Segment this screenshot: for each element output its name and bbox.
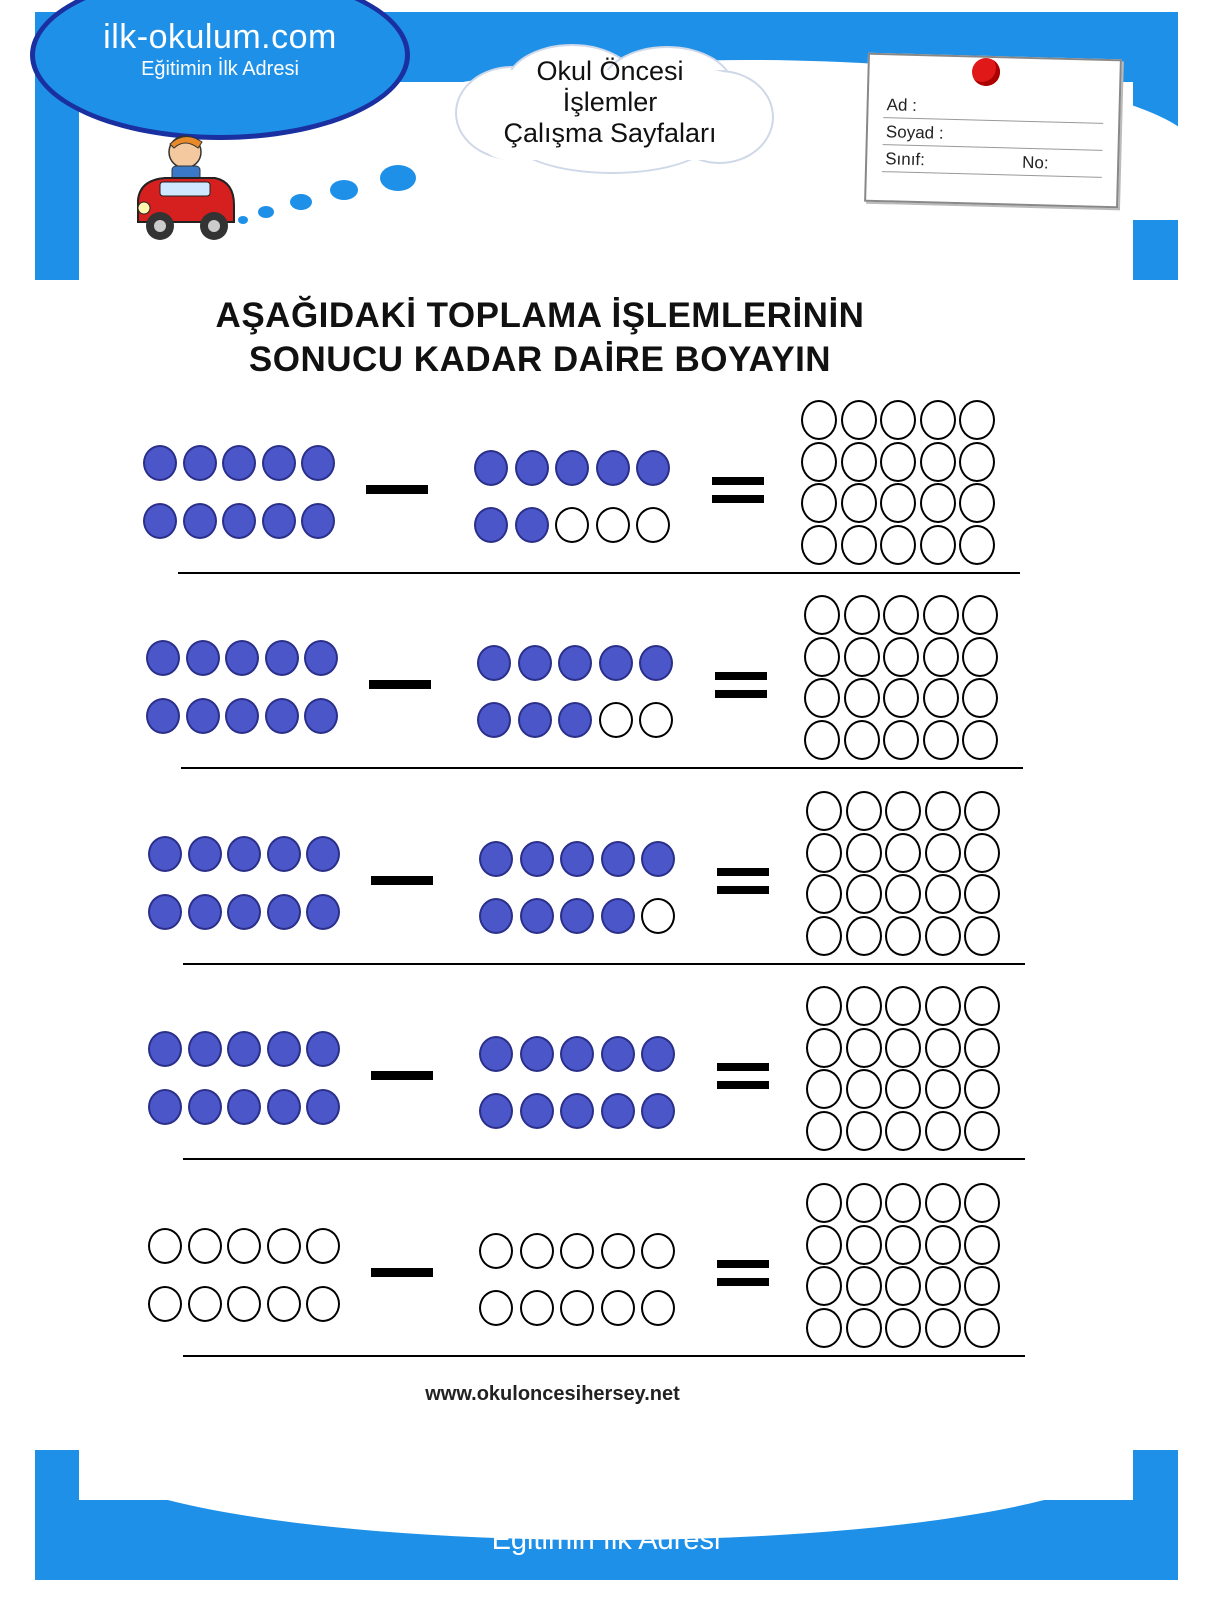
filled-circle xyxy=(188,894,222,930)
empty-circle[interactable] xyxy=(560,1290,594,1326)
empty-circle[interactable] xyxy=(841,483,877,523)
empty-circle[interactable] xyxy=(880,400,916,440)
filled-circle xyxy=(306,1089,340,1125)
filled-circle xyxy=(225,698,259,734)
empty-circle[interactable] xyxy=(806,874,842,914)
empty-circle[interactable] xyxy=(883,595,919,635)
empty-circle[interactable] xyxy=(959,525,995,565)
empty-circle[interactable] xyxy=(925,1111,961,1151)
empty-circle[interactable] xyxy=(880,442,916,482)
filled-circle xyxy=(267,1089,301,1125)
empty-circle[interactable] xyxy=(846,1183,882,1223)
filled-circle xyxy=(188,1089,222,1125)
empty-circle[interactable] xyxy=(925,874,961,914)
empty-circle[interactable] xyxy=(883,720,919,760)
empty-circle[interactable] xyxy=(923,595,959,635)
empty-circle[interactable] xyxy=(920,525,956,565)
empty-circle[interactable] xyxy=(479,1290,513,1326)
cloud-text xyxy=(460,56,760,149)
empty-circle[interactable] xyxy=(885,1266,921,1306)
filled-circle xyxy=(479,1093,513,1129)
empty-circle[interactable] xyxy=(923,678,959,718)
filled-circle xyxy=(262,503,296,539)
empty-circle[interactable] xyxy=(636,507,670,543)
empty-circle[interactable] xyxy=(846,916,882,956)
empty-circle[interactable] xyxy=(925,1069,961,1109)
empty-circle[interactable] xyxy=(964,986,1000,1026)
empty-circle[interactable] xyxy=(959,483,995,523)
filled-circle xyxy=(225,640,259,676)
pushpin-icon xyxy=(972,58,1000,86)
filled-circle xyxy=(479,841,513,877)
empty-circle[interactable] xyxy=(841,400,877,440)
empty-circle[interactable] xyxy=(925,833,961,873)
empty-circle[interactable] xyxy=(806,916,842,956)
empty-circle[interactable] xyxy=(520,1290,554,1326)
filled-circle xyxy=(477,645,511,681)
filled-circle xyxy=(520,1093,554,1129)
row-divider xyxy=(183,963,1025,965)
filled-circle xyxy=(555,450,589,486)
empty-circle[interactable] xyxy=(925,1183,961,1223)
filled-circle xyxy=(143,445,177,481)
empty-circle[interactable] xyxy=(844,595,880,635)
empty-circle[interactable] xyxy=(885,986,921,1026)
empty-circle[interactable] xyxy=(883,678,919,718)
empty-circle[interactable] xyxy=(801,442,837,482)
filled-circle xyxy=(558,702,592,738)
empty-circle[interactable] xyxy=(846,1069,882,1109)
row-divider xyxy=(181,767,1023,769)
filled-circle xyxy=(183,445,217,481)
empty-circle[interactable] xyxy=(227,1228,261,1264)
filled-circle xyxy=(146,640,180,676)
filled-circle xyxy=(479,1036,513,1072)
filled-circle xyxy=(188,836,222,872)
empty-circle[interactable] xyxy=(804,678,840,718)
empty-circle[interactable] xyxy=(148,1286,182,1322)
filled-circle xyxy=(560,898,594,934)
minus-sign xyxy=(371,1071,433,1080)
filled-circle xyxy=(304,698,338,734)
empty-circle[interactable] xyxy=(806,833,842,873)
empty-circle[interactable] xyxy=(925,1225,961,1265)
filled-circle xyxy=(601,1036,635,1072)
empty-circle[interactable] xyxy=(885,833,921,873)
empty-circle[interactable] xyxy=(964,1266,1000,1306)
empty-circle[interactable] xyxy=(964,791,1000,831)
empty-circle[interactable] xyxy=(964,1111,1000,1151)
filled-circle xyxy=(306,836,340,872)
filled-circle xyxy=(304,640,338,676)
empty-circle[interactable] xyxy=(925,1308,961,1348)
empty-circle[interactable] xyxy=(599,702,633,738)
filled-circle xyxy=(262,445,296,481)
empty-circle[interactable] xyxy=(801,525,837,565)
empty-circle[interactable] xyxy=(596,507,630,543)
empty-circle[interactable] xyxy=(188,1228,222,1264)
empty-circle[interactable] xyxy=(555,507,589,543)
filled-circle xyxy=(227,1031,261,1067)
empty-circle[interactable] xyxy=(846,874,882,914)
empty-circle[interactable] xyxy=(964,874,1000,914)
filled-circle xyxy=(186,640,220,676)
filled-circle xyxy=(148,894,182,930)
empty-circle[interactable] xyxy=(306,1286,340,1322)
filled-circle xyxy=(267,894,301,930)
empty-circle[interactable] xyxy=(846,1225,882,1265)
filled-circle xyxy=(222,445,256,481)
filled-circle xyxy=(146,698,180,734)
empty-circle[interactable] xyxy=(925,1028,961,1068)
empty-circle[interactable] xyxy=(964,1069,1000,1109)
empty-circle[interactable] xyxy=(885,1069,921,1109)
minus-sign xyxy=(371,1268,433,1277)
filled-circle xyxy=(515,450,549,486)
filled-circle xyxy=(599,645,633,681)
filled-circle xyxy=(306,894,340,930)
exercise-row xyxy=(0,1178,1212,1373)
exercise-row xyxy=(0,590,1212,785)
empty-circle[interactable] xyxy=(885,1028,921,1068)
filled-circle xyxy=(265,698,299,734)
filled-circle xyxy=(227,894,261,930)
empty-circle[interactable] xyxy=(885,1308,921,1348)
empty-circle[interactable] xyxy=(806,1183,842,1223)
empty-circle[interactable] xyxy=(841,442,877,482)
empty-circle[interactable] xyxy=(267,1228,301,1264)
empty-circle[interactable] xyxy=(962,720,998,760)
empty-circle[interactable] xyxy=(227,1286,261,1322)
filled-circle xyxy=(601,898,635,934)
empty-circle[interactable] xyxy=(806,1111,842,1151)
filled-circle xyxy=(601,841,635,877)
empty-circle[interactable] xyxy=(641,898,675,934)
empty-circle[interactable] xyxy=(923,637,959,677)
empty-circle[interactable] xyxy=(801,483,837,523)
filled-circle xyxy=(186,698,220,734)
empty-circle[interactable] xyxy=(641,1290,675,1326)
filled-circle xyxy=(148,836,182,872)
empty-circle[interactable] xyxy=(925,986,961,1026)
cloud-line-3: Çalışma Sayfaları xyxy=(503,118,717,148)
empty-circle[interactable] xyxy=(806,1028,842,1068)
filled-circle xyxy=(636,450,670,486)
filled-circle xyxy=(515,507,549,543)
empty-circle[interactable] xyxy=(844,678,880,718)
instruction-line-2: SONUCU KADAR DAİRE BOYAYIN xyxy=(248,340,832,379)
empty-circle[interactable] xyxy=(188,1286,222,1322)
filled-circle xyxy=(227,836,261,872)
empty-circle[interactable] xyxy=(520,1233,554,1269)
ad-label: Ad : xyxy=(886,95,918,115)
empty-circle[interactable] xyxy=(806,1308,842,1348)
filled-circle xyxy=(188,1031,222,1067)
empty-circle[interactable] xyxy=(841,525,877,565)
filled-circle xyxy=(641,1036,675,1072)
empty-circle[interactable] xyxy=(479,1233,513,1269)
empty-circle[interactable] xyxy=(920,442,956,482)
filled-circle xyxy=(596,450,630,486)
empty-circle[interactable] xyxy=(844,720,880,760)
empty-circle[interactable] xyxy=(880,525,916,565)
empty-circle[interactable] xyxy=(601,1233,635,1269)
empty-circle[interactable] xyxy=(885,1225,921,1265)
filled-circle xyxy=(479,898,513,934)
minus-sign xyxy=(371,876,433,885)
empty-circle[interactable] xyxy=(601,1290,635,1326)
empty-circle[interactable] xyxy=(962,595,998,635)
filled-circle xyxy=(518,702,552,738)
empty-circle[interactable] xyxy=(846,1028,882,1068)
empty-circle[interactable] xyxy=(306,1228,340,1264)
empty-circle[interactable] xyxy=(846,1266,882,1306)
empty-circle[interactable] xyxy=(806,1266,842,1306)
filled-circle xyxy=(560,1093,594,1129)
car-mascot-icon xyxy=(130,130,240,245)
filled-circle xyxy=(474,507,508,543)
empty-circle[interactable] xyxy=(560,1233,594,1269)
filled-circle xyxy=(148,1089,182,1125)
filled-circle xyxy=(477,702,511,738)
filled-circle xyxy=(148,1031,182,1067)
empty-circle[interactable] xyxy=(923,720,959,760)
exercise-row xyxy=(0,786,1212,981)
empty-circle[interactable] xyxy=(148,1228,182,1264)
cloud-line-2: İşlemler xyxy=(562,87,658,117)
filled-circle xyxy=(520,898,554,934)
empty-circle[interactable] xyxy=(959,442,995,482)
empty-circle[interactable] xyxy=(959,400,995,440)
filled-circle xyxy=(222,503,256,539)
filled-circle xyxy=(560,841,594,877)
empty-circle[interactable] xyxy=(925,1266,961,1306)
empty-circle[interactable] xyxy=(846,1308,882,1348)
empty-circle[interactable] xyxy=(885,1183,921,1223)
empty-circle[interactable] xyxy=(641,1233,675,1269)
sinif-label: Sınıf: xyxy=(884,149,926,170)
empty-circle[interactable] xyxy=(806,791,842,831)
empty-circle[interactable] xyxy=(639,702,673,738)
filled-circle xyxy=(639,645,673,681)
filled-circle xyxy=(267,836,301,872)
empty-circle[interactable] xyxy=(804,720,840,760)
empty-circle[interactable] xyxy=(885,916,921,956)
filled-circle xyxy=(267,1031,301,1067)
filled-circle xyxy=(301,445,335,481)
no-label: No: xyxy=(1021,152,1049,173)
empty-circle[interactable] xyxy=(964,833,1000,873)
minus-sign xyxy=(366,485,428,494)
empty-circle[interactable] xyxy=(846,833,882,873)
empty-circle[interactable] xyxy=(885,874,921,914)
empty-circle[interactable] xyxy=(846,791,882,831)
empty-circle[interactable] xyxy=(846,986,882,1026)
filled-circle xyxy=(520,1036,554,1072)
empty-circle[interactable] xyxy=(883,637,919,677)
empty-circle[interactable] xyxy=(806,1069,842,1109)
empty-circle[interactable] xyxy=(844,637,880,677)
exercise-row xyxy=(0,981,1212,1176)
empty-circle[interactable] xyxy=(804,595,840,635)
empty-circle[interactable] xyxy=(801,400,837,440)
footer-subtitle: Eğitimin İlk Adresi xyxy=(491,1524,721,1556)
filled-circle xyxy=(301,503,335,539)
logo-subtitle: Eğitimin İlk Adresi xyxy=(141,58,299,80)
empty-circle[interactable] xyxy=(804,637,840,677)
minus-sign xyxy=(369,680,431,689)
empty-circle[interactable] xyxy=(925,791,961,831)
empty-circle[interactable] xyxy=(964,916,1000,956)
empty-circle[interactable] xyxy=(806,1225,842,1265)
empty-circle[interactable] xyxy=(920,400,956,440)
empty-circle[interactable] xyxy=(964,1225,1000,1265)
filled-circle xyxy=(518,645,552,681)
row-divider xyxy=(183,1158,1025,1160)
exercise-row xyxy=(0,395,1212,590)
filled-circle xyxy=(227,1089,261,1125)
website-url: www.okuloncesihersey.net xyxy=(425,1383,680,1405)
filled-circle xyxy=(520,841,554,877)
filled-circle xyxy=(306,1031,340,1067)
empty-circle[interactable] xyxy=(925,916,961,956)
empty-circle[interactable] xyxy=(962,678,998,718)
row-divider xyxy=(178,572,1020,574)
empty-circle[interactable] xyxy=(920,483,956,523)
empty-circle[interactable] xyxy=(885,1111,921,1151)
empty-circle[interactable] xyxy=(964,1308,1000,1348)
filled-circle xyxy=(641,1093,675,1129)
filled-circle xyxy=(143,503,177,539)
empty-circle[interactable] xyxy=(880,483,916,523)
footer-title: ilk-okulum.com xyxy=(472,1478,740,1522)
empty-circle[interactable] xyxy=(962,637,998,677)
empty-circle[interactable] xyxy=(846,1111,882,1151)
filled-circle xyxy=(474,450,508,486)
filled-circle xyxy=(183,503,217,539)
filled-circle xyxy=(558,645,592,681)
instruction-line-1: AŞAĞIDAKİ TOPLAMA İŞLEMLERİNİN xyxy=(215,296,865,335)
filled-circle xyxy=(265,640,299,676)
filled-circle xyxy=(601,1093,635,1129)
empty-circle[interactable] xyxy=(964,1183,1000,1223)
filled-circle xyxy=(560,1036,594,1072)
empty-circle[interactable] xyxy=(806,986,842,1026)
empty-circle[interactable] xyxy=(885,791,921,831)
cloud-line-1: Okul Öncesi xyxy=(536,56,684,86)
filled-circle xyxy=(641,841,675,877)
empty-circle[interactable] xyxy=(964,1028,1000,1068)
row-divider xyxy=(183,1355,1025,1357)
empty-circle[interactable] xyxy=(267,1286,301,1322)
soyad-label: Soyad : xyxy=(885,122,944,143)
logo-title: ilk-okulum.com xyxy=(103,18,337,56)
